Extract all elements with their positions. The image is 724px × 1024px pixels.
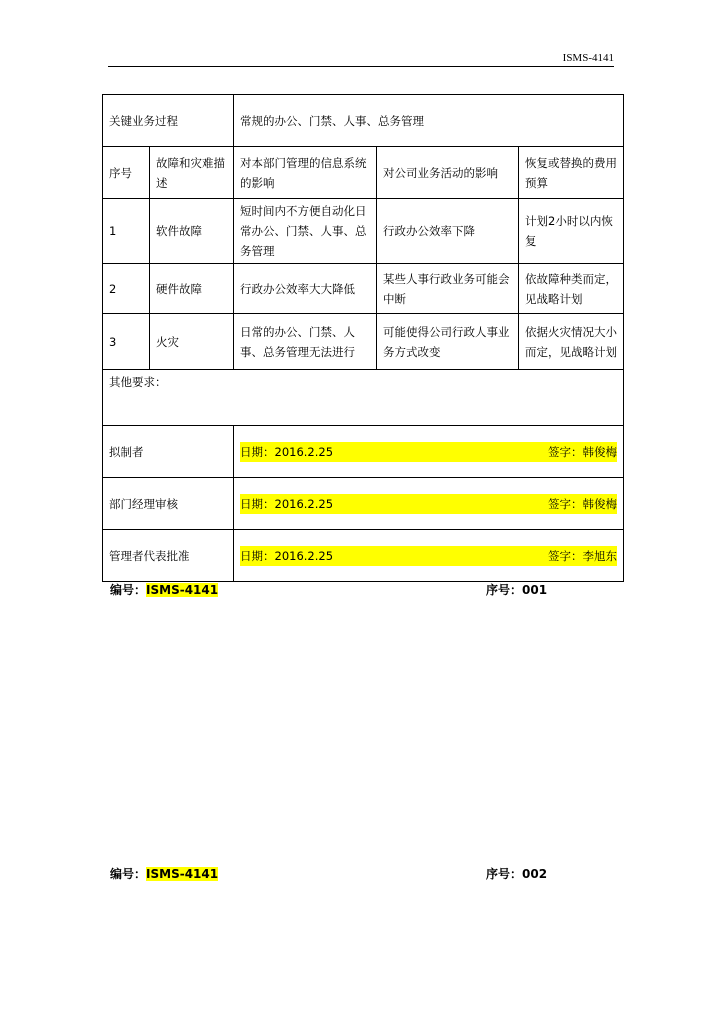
key-process-row (103, 95, 624, 147)
row-dept-impact: 行政办公效率大大降低 (234, 264, 377, 314)
signature-date: 日期：2016.2.25 (240, 442, 548, 462)
key-process-label: 关键业务过程 (103, 95, 234, 147)
signature-row (103, 426, 624, 478)
footer-serial: 序号：002 (486, 867, 548, 881)
footer-2 (110, 865, 550, 882)
col-header-desc: 故障和灾难描述 (150, 147, 234, 199)
key-process-value: 常规的办公、门禁、人事、总务管理 (234, 95, 624, 147)
signature-name: 签字：韩俊梅 (548, 494, 617, 514)
bcp-table (102, 94, 624, 582)
row-desc: 硬件故障 (150, 264, 234, 314)
row-desc: 软件故障 (150, 199, 234, 264)
row-dept-impact: 短时间内不方便自动化日常办公、门禁、人事、总务管理 (234, 199, 377, 264)
signature-date: 日期：2016.2.25 (240, 546, 548, 566)
footer-serial: 序号：001 (486, 583, 548, 597)
signature-date: 日期：2016.2.25 (240, 494, 548, 514)
row-company-impact: 行政办公效率下降 (377, 199, 519, 264)
col-header-dept-impact: 对本部门管理的信息系统的影响 (234, 147, 377, 199)
footer-1 (110, 581, 550, 598)
col-header-cost: 恢复或替换的费用预算 (519, 147, 624, 199)
header-doc-code: ISMS-4141 (562, 52, 614, 64)
signature-row (103, 530, 624, 582)
col-header-company-impact: 对公司业务活动的影响 (377, 147, 519, 199)
row-desc: 火灾 (150, 314, 234, 370)
signature-name: 签字：韩俊梅 (548, 442, 617, 462)
col-header-no: 序号 (103, 147, 150, 199)
row-cost: 依据火灾情况大小而定，见战略计划 (519, 314, 624, 370)
column-header-row (103, 147, 624, 199)
row-cost: 计划2小时以内恢复 (519, 199, 624, 264)
row-dept-impact: 日常的办公、门禁、人事、总务管理无法进行 (234, 314, 377, 370)
row-no: 1 (103, 199, 150, 264)
signature-role: 管理者代表批准 (103, 530, 234, 582)
signature-name: 签字：李旭东 (548, 546, 617, 566)
signature-role: 拟制者 (103, 426, 234, 478)
table-row (103, 264, 624, 314)
signature-row (103, 478, 624, 530)
row-no: 2 (103, 264, 150, 314)
other-requirements-label: 其他要求： (103, 370, 624, 426)
footer-code-label: 编号： (110, 583, 147, 597)
row-company-impact: 某些人事行政业务可能会中断 (377, 264, 519, 314)
table-row (103, 314, 624, 370)
signature-role: 部门经理审核 (103, 478, 234, 530)
signature-cell (234, 426, 624, 478)
row-no: 3 (103, 314, 150, 370)
row-company-impact: 可能使得公司行政人事业务方式改变 (377, 314, 519, 370)
row-cost: 依故障种类而定，见战略计划 (519, 264, 624, 314)
table-row (103, 199, 624, 264)
signature-cell (234, 530, 624, 582)
header-divider (108, 66, 614, 67)
footer-code-label: 编号： (110, 867, 147, 881)
footer-code: ISMS-4141 (146, 867, 219, 881)
other-requirements-row (103, 370, 624, 426)
footer-code: ISMS-4141 (146, 583, 219, 597)
signature-cell (234, 478, 624, 530)
